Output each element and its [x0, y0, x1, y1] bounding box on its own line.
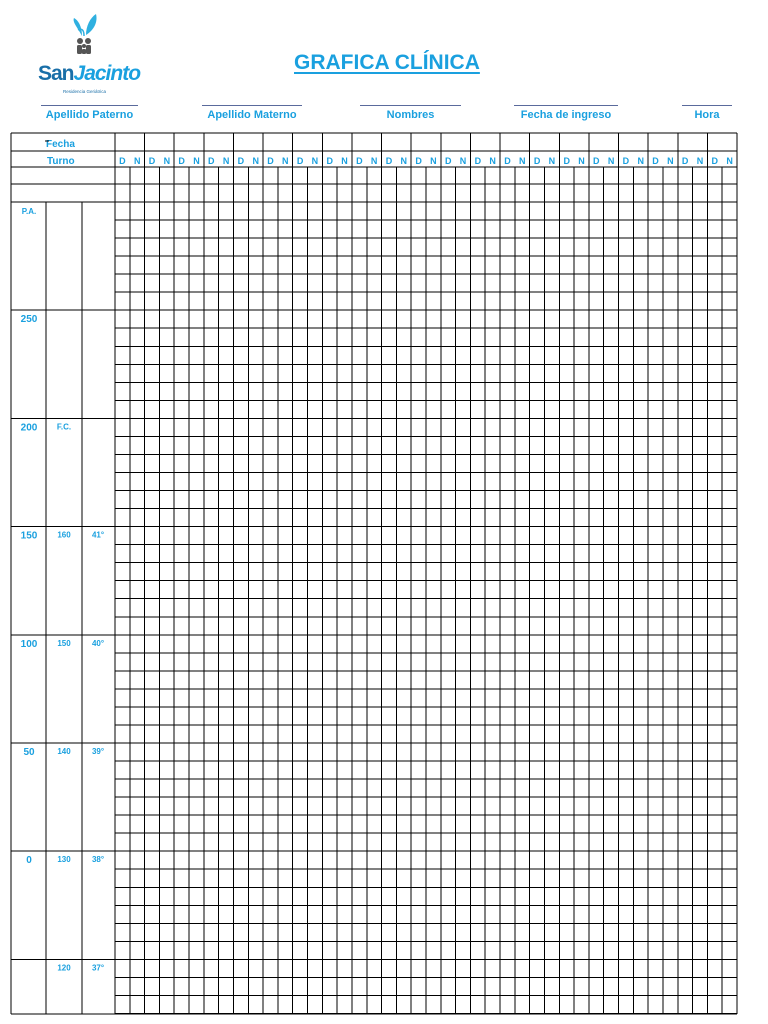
shift-label: N: [430, 156, 437, 166]
shift-label: D: [474, 156, 482, 166]
shift-label: D: [356, 156, 363, 166]
header-field-apellido-materno: Apellido Materno: [202, 105, 302, 126]
scale-label-fc: 120: [57, 963, 71, 973]
header-field-hora: Hora: [682, 105, 732, 126]
scale-label-pa: 0: [26, 855, 32, 867]
brand-name-part2: Jacinto: [73, 62, 141, 85]
row-label-turno: Turno: [47, 156, 75, 167]
shift-label: N: [726, 156, 733, 166]
scale-label-fc: 140: [57, 747, 71, 756]
shift-label: N: [193, 156, 200, 166]
header-field-apellido-paterno: Apellido Paterno: [41, 105, 138, 126]
scale-label-pa: 250: [20, 314, 38, 326]
shift-label: N: [400, 156, 408, 166]
brand-tagline: Residencia Geriátrica: [63, 89, 107, 94]
scale-label-temp: 39°: [91, 747, 105, 756]
shift-label: N: [489, 156, 496, 166]
shift-label: D: [622, 156, 630, 166]
scale-label-pa: 150: [20, 530, 38, 542]
brand-name-part1: San: [38, 62, 74, 85]
shift-label: D: [237, 156, 245, 166]
scale-label-temp: 37°: [91, 963, 105, 973]
shift-label: N: [341, 156, 348, 166]
shift-label: N: [578, 156, 585, 166]
shift-label: N: [163, 156, 171, 166]
shift-label: D: [563, 156, 570, 166]
shift-label: N: [370, 156, 378, 166]
shift-label: D: [533, 156, 541, 166]
shift-label: D: [326, 156, 333, 166]
shift-label: N: [311, 156, 319, 166]
shift-label: N: [548, 156, 556, 166]
scale-label-pa: 50: [23, 747, 35, 758]
shift-label: N: [637, 156, 644, 166]
shift-label: D: [444, 156, 452, 166]
shift-label: N: [667, 156, 674, 166]
shift-label: D: [296, 156, 304, 166]
scale-label-temp: 38°: [91, 855, 105, 865]
header-field-nombres: Nombres: [360, 105, 461, 126]
header-field-fecha-ingreso: Fecha de ingreso: [514, 105, 618, 126]
scale-label-fc: 150: [57, 638, 71, 648]
page-title: GRAFICA CLÍNICA: [294, 51, 480, 74]
shift-label: N: [252, 156, 259, 166]
shift-label: D: [593, 156, 600, 166]
shift-label: D: [267, 156, 274, 166]
shift-label: N: [607, 156, 615, 166]
shift-label: D: [119, 156, 126, 166]
scale-label-temp: 40°: [91, 638, 105, 648]
scale-label-pa: P.A.: [21, 207, 37, 216]
scale-label-fc: 130: [57, 855, 71, 865]
shift-label: D: [148, 156, 156, 166]
scale-label-pa: 100: [20, 638, 38, 650]
shift-label: N: [459, 156, 467, 166]
shift-label: N: [519, 156, 526, 166]
shift-label: D: [652, 156, 659, 166]
scale-label-fc: F.C.: [56, 422, 72, 432]
shift-label: D: [208, 156, 215, 166]
shift-label: D: [711, 156, 719, 166]
shift-label: N: [222, 156, 230, 166]
shift-label: D: [178, 156, 185, 166]
shift-label: D: [504, 156, 511, 166]
shift-label: N: [696, 156, 704, 166]
shift-label: D: [415, 156, 422, 166]
shift-label: N: [133, 156, 141, 166]
scale-label-fc: 160: [57, 530, 71, 540]
shift-label: D: [385, 156, 393, 166]
shift-label: N: [282, 156, 289, 166]
scale-label-temp: 41°: [91, 530, 105, 540]
shift-label: D: [681, 156, 689, 166]
row-label-fecha: Fecha: [46, 139, 75, 150]
scale-label-pa: 200: [20, 422, 38, 434]
